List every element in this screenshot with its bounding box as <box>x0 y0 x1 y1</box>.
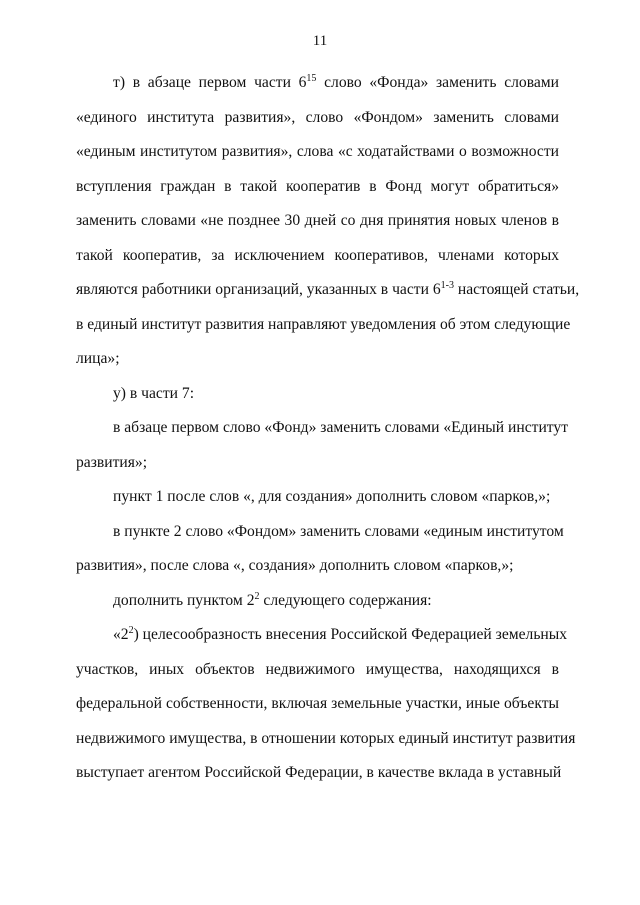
paragraph-p1-line-1: пункт 1 после слов «, для создания» дополнить словом «парков,»; <box>113 488 551 505</box>
paragraph-d-line-1: дополнить пунктом $2^2$ следующего содержания: <box>113 590 432 609</box>
paragraph-p2-line-2: развития», после слова «, создания» дополнить словом «парков,»; <box>76 557 514 574</box>
paragraph-t-line-6: такой кооператив, за исключением кооперативов, членами которых <box>76 246 559 264</box>
paragraph-p2-line-1: в пункте 2 слово «Фондом» заменить словами «единым институтом <box>113 522 564 540</box>
paragraph-t-line-2: «единого института развития», слово «Фондом» заменить словами <box>76 108 559 126</box>
paragraph-u-line-1: у) в части 7: <box>113 384 195 402</box>
paragraph-t-line-7: являются работники организаций, указанных в части 6$^{1-3}$ настоящей статьи, <box>76 280 580 298</box>
paragraph-t-line-3: «единым институтом развития», слова «с ходатайствами о возможности <box>76 143 559 160</box>
paragraph-u2-line-1: в абзаце первом слово «Фонд» заменить словами «Единый институт <box>113 419 569 436</box>
paragraph-t-line-4: вступления граждан в такой кооператив в Фонд могут обратиться» <box>76 177 559 195</box>
paragraph-u2-line-2: развития»; <box>76 453 148 471</box>
paragraph-t-line-5: заменить словами «не позднее 30 дней со дня принятия новых членов в <box>76 212 559 229</box>
paragraph-t-line-9: лица»; <box>76 350 120 367</box>
page-number: 11 <box>312 33 328 49</box>
paragraph-q-line-3: федеральной собственности, включая земельные участки, иные объекты <box>76 695 559 712</box>
paragraph-q-line-1: «$2^2$) целесообразность внесения Российской Федерацией земельных <box>113 625 568 643</box>
paragraph-q-line-2: участков, иных объектов недвижимого имущества, находящихся в <box>76 660 559 678</box>
paragraph-t-line-8: в единый институт развития направляют уведомления об этом следующие <box>76 315 571 333</box>
paragraph-t-line-1: т) в абзаце первом части $6^{15}$ слово «Фонда» заменить словами <box>113 73 559 91</box>
paragraph-q-line-4: недвижимого имущества, в отношении которых единый институт развития <box>76 729 576 747</box>
paragraph-q-line-5: выступает агентом Российской Федерации, в качестве вклада в уставный <box>76 764 562 781</box>
document-body <box>76 66 580 791</box>
